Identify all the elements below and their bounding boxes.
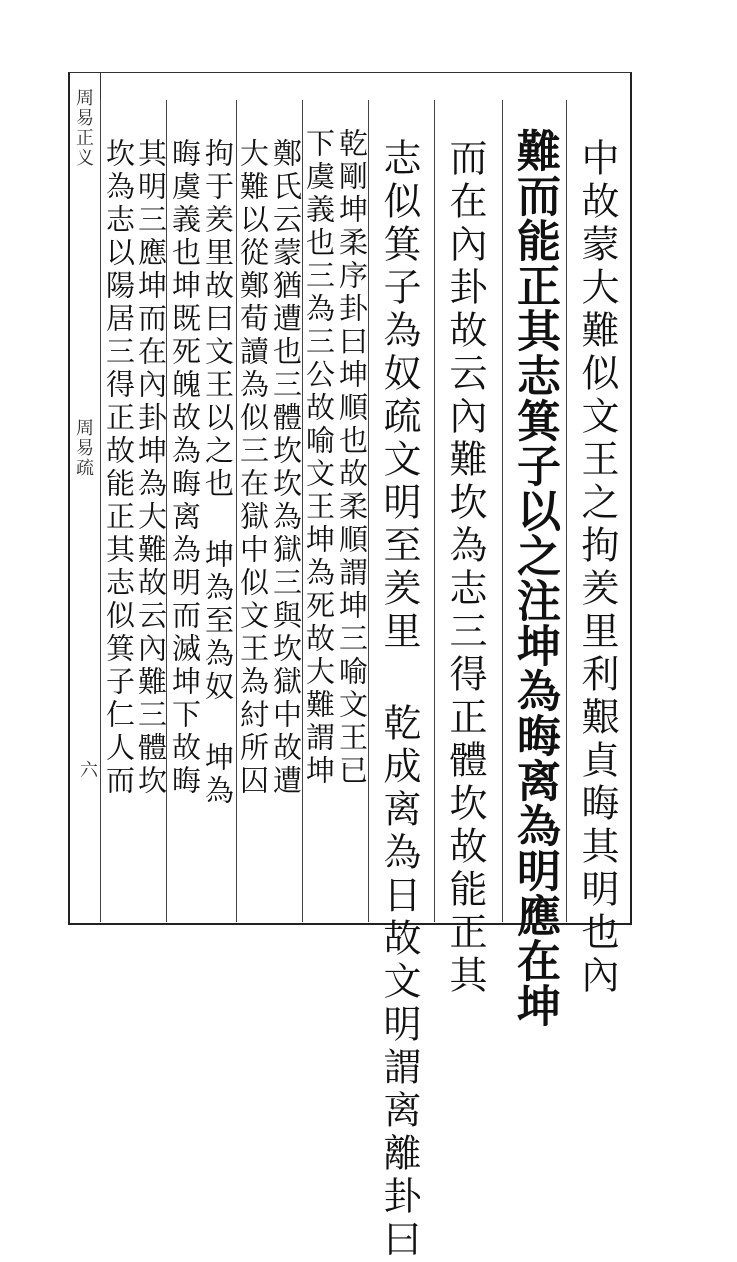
- commentary-column-1: 乾剛坤柔序卦曰坤順也故柔順謂坤三喻文王已: [335, 128, 369, 788]
- column-rule: [502, 100, 503, 922]
- text-column-4: 志似箕子為奴疏文明至羑里 乾成离為日故文明謂离離卦曰: [377, 138, 421, 1262]
- commentary-column-2: 下虞義也三為三公故喻文王坤為死故大難謂坤: [302, 128, 336, 788]
- commentary-column-4: 大難以從鄭荀讀為似三在獄中似文王為紂所囚: [236, 138, 270, 798]
- margin-strip: [68, 72, 101, 922]
- margin-title: 周易正义: [73, 88, 94, 168]
- commentary-column-7: 其明三應坤而在內卦坤為大難故云內難三體坎: [134, 138, 168, 798]
- column-rule: [100, 100, 101, 922]
- text-column-3: 而在內卦故云內難坎為志三得正體坎故能正其: [443, 138, 487, 998]
- text-column-2: 難而能正其志箕子以之注坤為晦离為明應在坤: [509, 128, 560, 1028]
- commentary-column-6: 晦虞義也坤既死魄故為晦离為明而滅坤下故晦: [168, 138, 202, 798]
- text-column-1: 中故蒙大難似文王之拘羑里利艱貞晦其明也內: [575, 138, 619, 998]
- commentary-column-3: 鄭氏云蒙猶遭也三體坎坎為獄三與坎獄中故遭: [269, 138, 303, 798]
- margin-subtitle: 周易疏: [73, 418, 94, 478]
- column-rule: [566, 100, 567, 922]
- commentary-column-8: 坎為志以陽居三得正故能正其志似箕子仁人而: [102, 138, 136, 798]
- commentary-column-5: 拘于羑里故曰文王以之也 坤為至為奴 坤為: [201, 138, 235, 808]
- margin-leaf-number: 六: [77, 760, 98, 780]
- column-rule: [434, 100, 435, 922]
